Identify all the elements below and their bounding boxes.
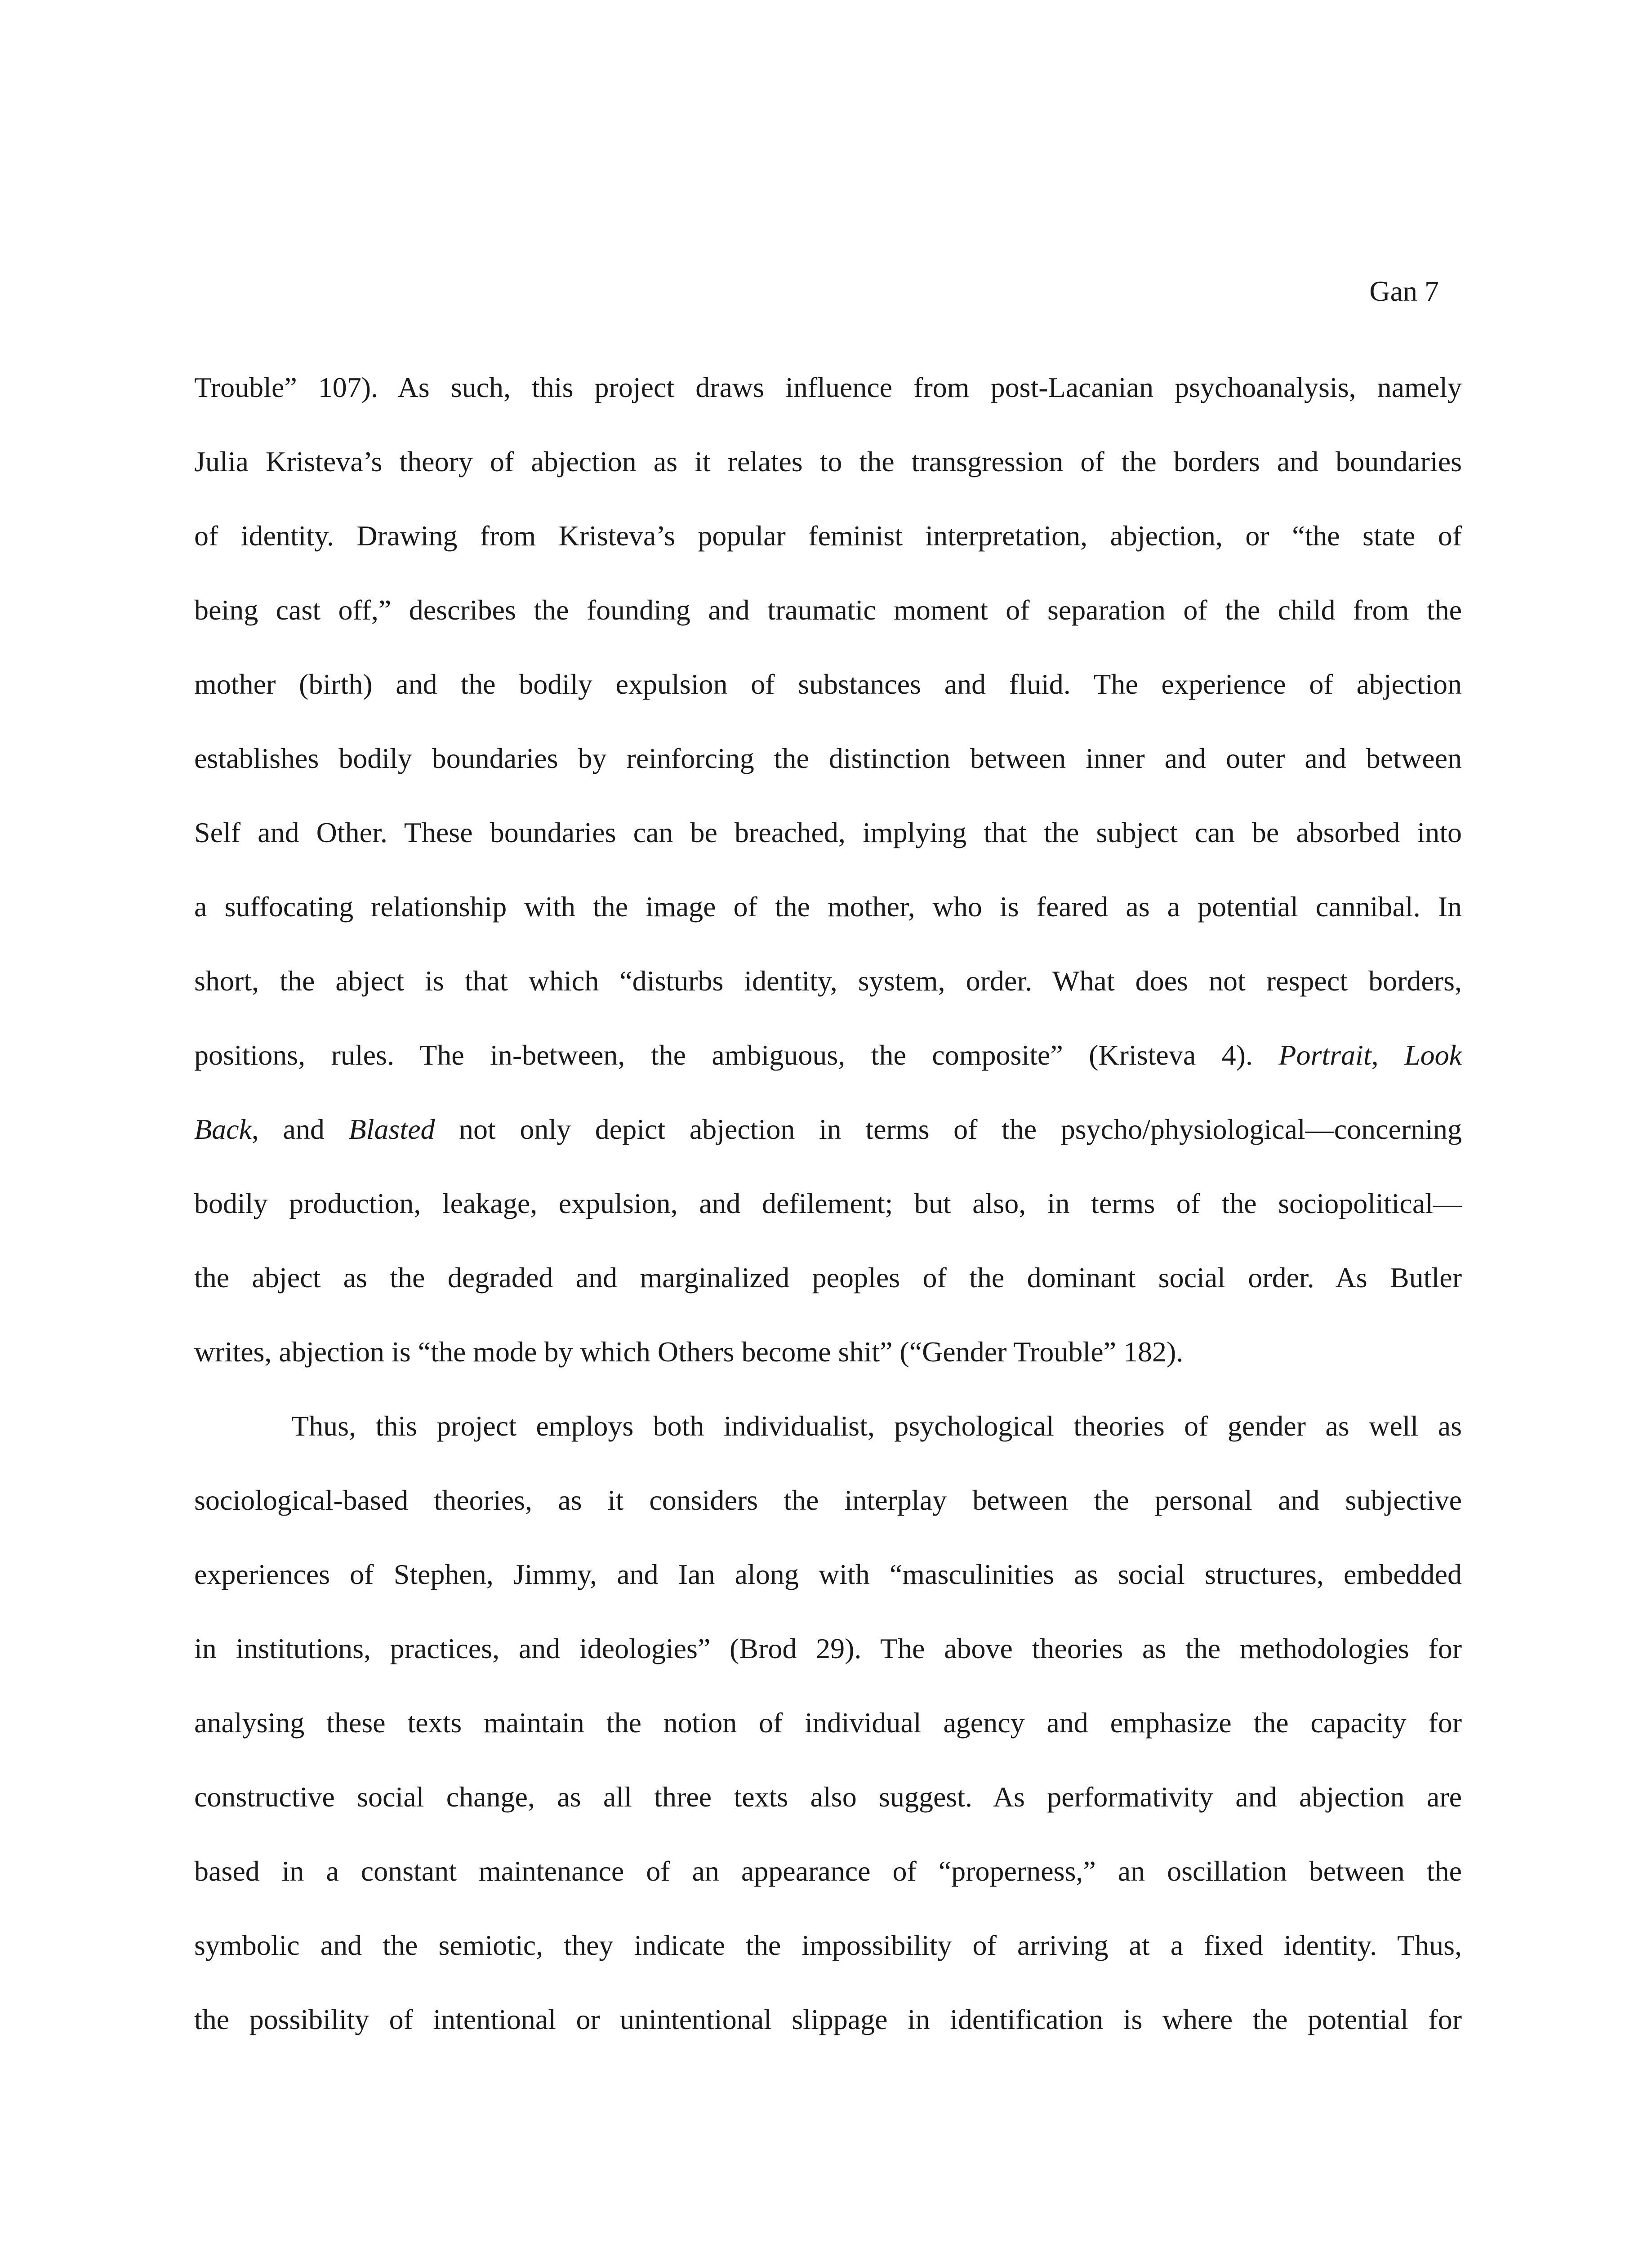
text-line: the abject as the degraded and marginalized peoples of the dominant social order. As Butler bbox=[194, 1262, 1462, 1293]
text-line: establishes bodily boundaries by reinforcing the distinction between inner and outer and between bbox=[194, 742, 1462, 774]
text-line: short, the abject is that which “disturbs identity, system, order. What does not respect borders, bbox=[194, 965, 1462, 997]
text-line: based in a constant maintenance of an appearance of “properness,” an oscillation between the bbox=[194, 1855, 1462, 1887]
text-line: of identity. Drawing from Kristeva’s popular feminist interpretation, abjection, or “the state of bbox=[194, 520, 1462, 552]
text-segment: , bbox=[1371, 1039, 1405, 1071]
text-segment: , and bbox=[251, 1113, 349, 1145]
text-line: Thus, this project employs both individualist, psychological theories of gender as well as bbox=[291, 1410, 1462, 1442]
text-line: Self and Other. These boundaries can be breached, implying that the subject can be absorbed into bbox=[194, 816, 1462, 848]
text-line: the possibility of intentional or unintentional slippage in identification is where the potential for bbox=[194, 2003, 1462, 2035]
text-segment: positions, rules. The in-between, the ambiguous, the composite” (Kristeva 4). bbox=[194, 1039, 1279, 1071]
body-text bbox=[194, 370, 1462, 2076]
text-line: being cast off,” describes the founding and traumatic moment of separation of the child from the bbox=[194, 594, 1462, 626]
text-line: mother (birth) and the bodily expulsion of substances and fluid. The experience of abjection bbox=[194, 668, 1462, 700]
text-line: in institutions, practices, and ideologies” (Brod 29). The above theories as the methodologies for bbox=[194, 1632, 1462, 1664]
text-line: Julia Kristeva’s theory of abjection as it relates to the transgression of the borders and boundaries bbox=[194, 446, 1462, 477]
text-line: experiences of Stephen, Jimmy, and Ian along with “masculinities as social structures, embedded bbox=[194, 1558, 1462, 1590]
text-line bbox=[194, 1037, 1462, 1111]
text-line: Trouble” 107). As such, this project draws influence from post-Lacanian psychoanalysis, namely bbox=[194, 371, 1462, 403]
text-line: a suffocating relationship with the image of the mother, who is feared as a potential cannibal. In bbox=[194, 891, 1462, 923]
text-line: sociological-based theories, as it considers the interplay between the personal and subjective bbox=[194, 1484, 1462, 1516]
running-head: Gan 7 bbox=[1369, 275, 1439, 307]
text-line: analysing these texts maintain the notion of individual agency and emphasize the capacity for bbox=[194, 1707, 1462, 1739]
title-look-back-part2: Back bbox=[194, 1113, 252, 1145]
text-line: writes, abjection is “the mode by which Others become shit” (“Gender Trouble” 182). bbox=[194, 1336, 1184, 1368]
title-look-back-part1: Look bbox=[1404, 1039, 1462, 1071]
text-segment: not only depict abjection in terms of the psycho/physiological—concerning bbox=[435, 1113, 1462, 1145]
text-line: constructive social change, as all three texts also suggest. As performativity and abjection are bbox=[194, 1781, 1462, 1813]
text-line: symbolic and the semiotic, they indicate the impossibility of arriving at a fixed identity. Thus, bbox=[194, 1929, 1462, 1961]
title-blasted: Blasted bbox=[348, 1113, 435, 1145]
text-line bbox=[194, 1111, 1462, 1186]
title-portrait: Portrait bbox=[1278, 1039, 1371, 1071]
text-line: bodily production, leakage, expulsion, and defilement; but also, in terms of the sociopolitical— bbox=[194, 1187, 1462, 1219]
